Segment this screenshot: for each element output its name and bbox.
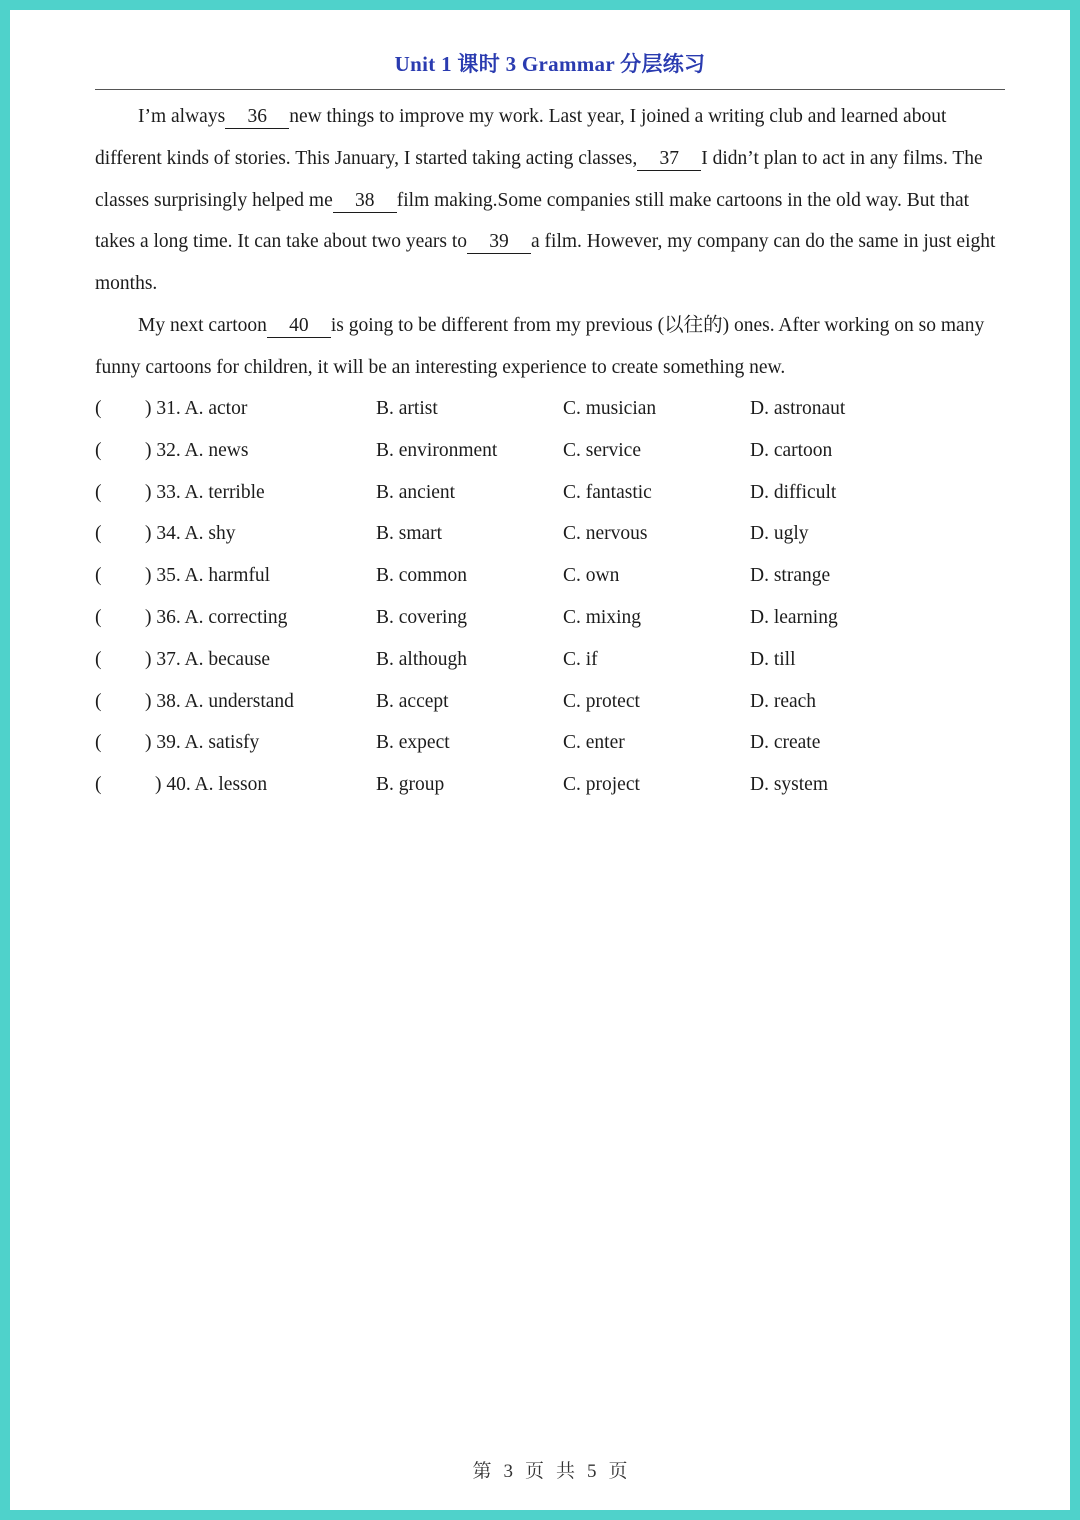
blank-39: 39: [467, 231, 531, 254]
question-row: [95, 388, 1007, 430]
question-row: [95, 764, 1007, 806]
header-divider: [95, 89, 1005, 90]
footer-text: 页: [608, 1461, 628, 1482]
question-number-option-a: ) 37. A. because: [145, 648, 271, 670]
passage-paragraph-1: [95, 96, 1007, 305]
option-c: C. nervous: [563, 523, 648, 545]
question-number-option-a: ) 31. A. actor: [145, 398, 248, 419]
option-c: C. service: [563, 439, 641, 461]
option-d: D. create: [750, 732, 821, 754]
question-number-option-a: ) 33. A. terrible: [145, 481, 265, 503]
option-c: C. musician: [563, 398, 657, 419]
question-row: [95, 681, 1007, 723]
question-row: [95, 597, 1007, 639]
option-c: C. mixing: [563, 606, 642, 628]
option-d: D. system: [750, 774, 828, 796]
passage-text: is going to be different from my previous (以往的) ones. After working on so many funny cartoons for children, it will be an interesting experience to create something new.: [95, 314, 985, 378]
option-c: C. own: [563, 565, 620, 587]
option-d: D. ugly: [750, 523, 809, 545]
question-number-option-a: ) 36. A. correcting: [145, 606, 288, 628]
question-row: [95, 722, 1007, 764]
question-list: [95, 388, 1007, 806]
page-title: Unit 1 课时 3 Grammar 分层练习: [394, 52, 706, 76]
option-b: B. covering: [376, 606, 467, 628]
question-row: [95, 430, 1007, 472]
footer-text: 页: [524, 1461, 544, 1482]
option-b: B. expect: [376, 732, 450, 754]
passage-text: film making.Some companies still make cartoons in the old way. But that takes a long time. It can take about two years to: [95, 189, 970, 253]
footer-text: 共: [556, 1461, 576, 1482]
blank-38: 38: [333, 190, 397, 213]
answer-bracket: (: [95, 774, 102, 796]
option-c: C. if: [563, 648, 598, 670]
question-number-option-a: ) 40. A. lesson: [155, 774, 268, 796]
question-row: [95, 639, 1007, 681]
option-c: C. project: [563, 774, 640, 796]
answer-bracket: (: [95, 606, 102, 628]
question-number-option-a: ) 32. A. news: [145, 439, 249, 461]
passage-text: new things to improve my work. Last year, I joined a writing club and learned about different kinds of stories. This January, I started taking acting classes,: [95, 106, 947, 169]
total-page-count: 5: [587, 1461, 597, 1482]
question-row: [95, 513, 1007, 555]
answer-bracket: (: [95, 732, 102, 754]
footer-text: 第: [472, 1461, 492, 1482]
question-row: [95, 472, 1007, 514]
passage-text: I didn’t plan to act in any films. The classes surprisingly helped me: [95, 147, 983, 211]
option-d: D. cartoon: [750, 439, 833, 461]
passage-paragraph-2: [95, 305, 1007, 389]
passage-text: I’m always: [138, 106, 226, 127]
answer-bracket: (: [95, 523, 102, 545]
blank-36: 36: [225, 106, 289, 129]
option-d: D. difficult: [750, 481, 837, 503]
option-c: C. protect: [563, 690, 640, 712]
option-c: C. enter: [563, 732, 625, 754]
page-footer: [10, 1456, 1080, 1483]
answer-bracket: (: [95, 481, 102, 503]
option-b: B. ancient: [376, 481, 456, 503]
question-number-option-a: ) 39. A. satisfy: [145, 732, 260, 754]
answer-bracket: (: [95, 690, 102, 712]
option-c: C. fantastic: [563, 481, 652, 503]
option-b: B. common: [376, 565, 467, 587]
blank-37: 37: [637, 148, 701, 171]
option-d: D. strange: [750, 565, 831, 587]
option-d: D. till: [750, 648, 796, 670]
question-number-option-a: ) 34. A. shy: [145, 523, 236, 545]
option-d: D. astronaut: [750, 398, 846, 419]
answer-bracket: (: [95, 648, 102, 670]
passage-text: My next cartoon: [138, 314, 267, 336]
option-b: B. smart: [376, 523, 443, 545]
option-b: B. environment: [376, 439, 498, 461]
current-page-number: 3: [503, 1461, 513, 1482]
option-b: B. group: [376, 774, 445, 796]
option-b: B. accept: [376, 690, 449, 712]
blank-40: 40: [267, 315, 331, 338]
option-d: D. reach: [750, 690, 817, 712]
answer-bracket: (: [95, 565, 102, 587]
answer-bracket: (: [95, 398, 102, 419]
reading-passage: [95, 96, 1007, 389]
question-row: [95, 555, 1007, 597]
passage-text: a film. However, my company can do the same in just eight months.: [95, 231, 996, 295]
option-d: D. learning: [750, 606, 838, 628]
option-b: B. artist: [376, 398, 438, 419]
option-b: B. although: [376, 648, 467, 670]
answer-bracket: (: [95, 439, 102, 461]
question-number-option-a: ) 38. A. understand: [145, 690, 294, 712]
question-number-option-a: ) 35. A. harmful: [145, 565, 271, 587]
